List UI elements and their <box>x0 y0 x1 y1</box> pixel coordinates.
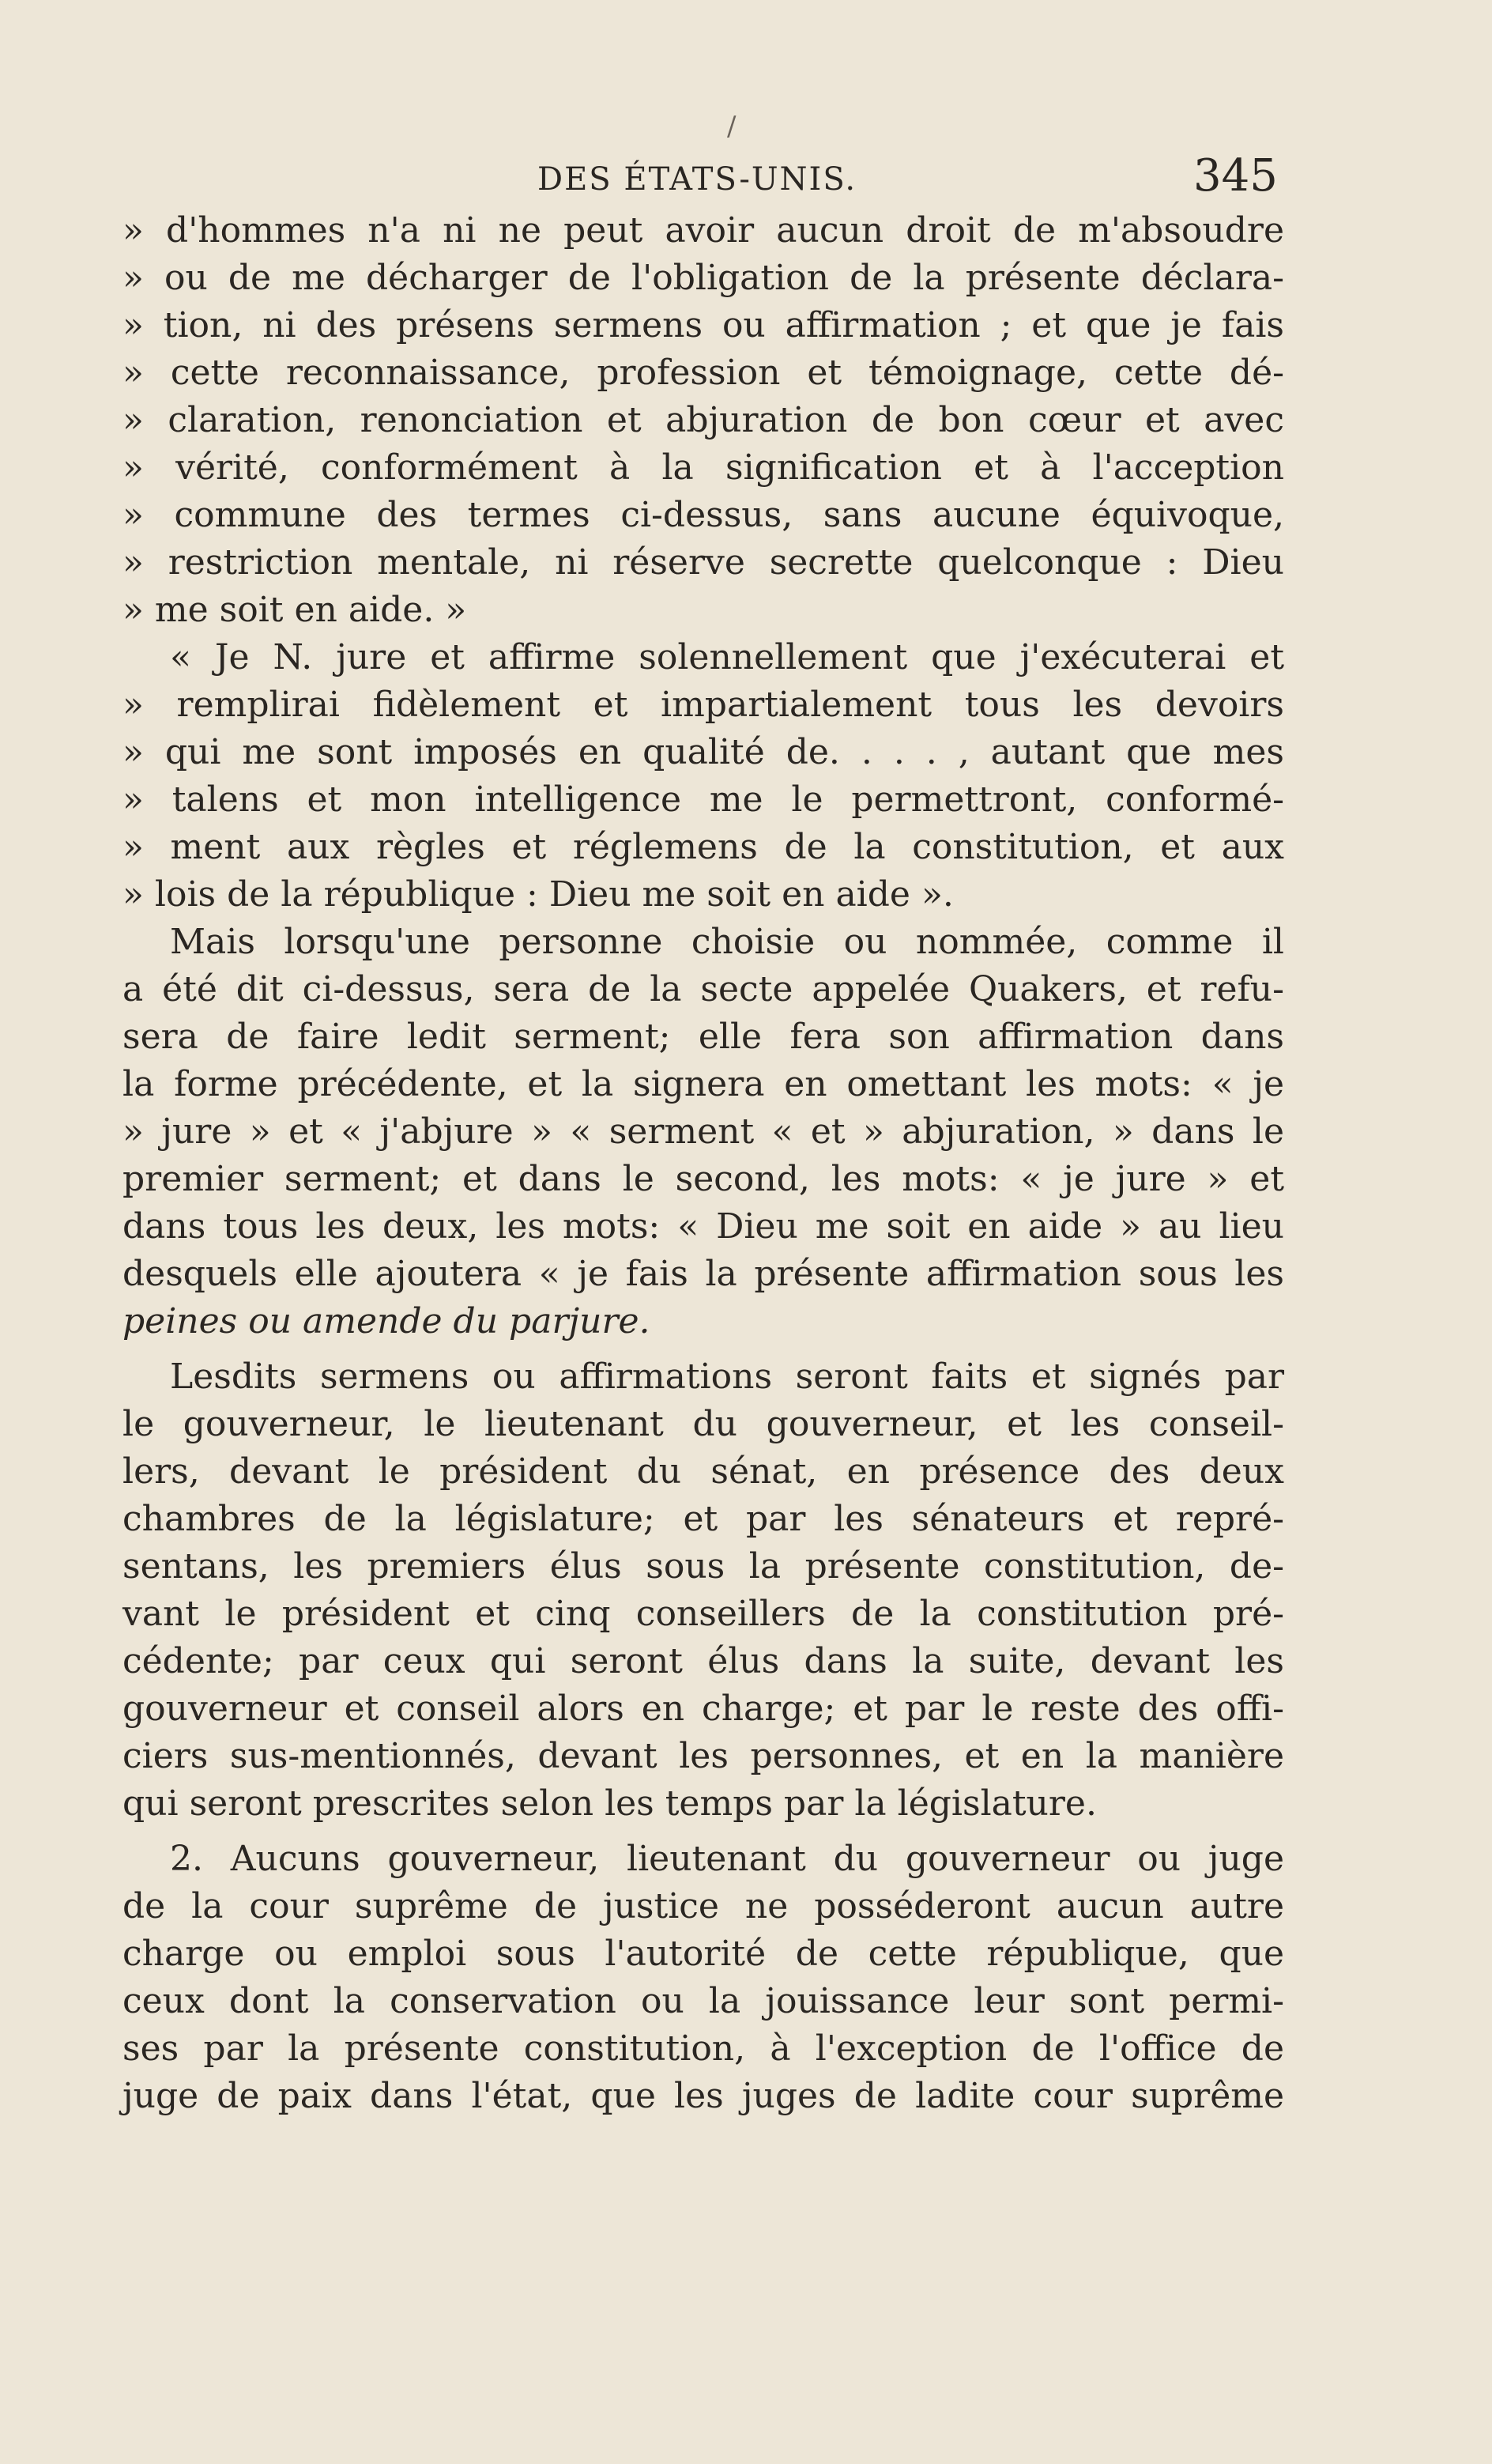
text-line: premier serment; et dans le second, les mots: « je jure » et <box>122 1159 1284 1199</box>
text-line: » ment aux règles et réglemens de la constitution, et aux <box>122 827 1284 867</box>
text-line: a été dit ci-dessus, sera de la secte appelée Quakers, et refu- <box>122 969 1284 1009</box>
text-line: peines ou amende du parjure. <box>122 1301 650 1341</box>
text-line: cédente; par ceux qui seront élus dans la suite, devant les <box>122 1641 1284 1681</box>
text-line: « Je N. jure et affirme solennellement que j'exécuterai et <box>170 637 1284 677</box>
page-header <box>0 150 1492 202</box>
text-line: Lesdits sermens ou affirmations seront faits et signés par <box>170 1357 1284 1397</box>
stray-mark: / <box>727 111 737 142</box>
text-line: ciers sus-mentionnés, devant les personnes, et en la manière <box>122 1736 1284 1776</box>
text-line: sentans, les premiers élus sous la présente constitution, de- <box>122 1546 1284 1587</box>
text-line: dans tous les deux, les mots: « Dieu me soit en aide » au lieu <box>122 1206 1284 1247</box>
text-line: » me soit en aide. » <box>122 590 467 630</box>
body-text <box>122 207 1284 2120</box>
text-line: » d'hommes n'a ni ne peut avoir aucun droit de m'absoudre <box>122 210 1284 251</box>
text-line: desquels elle ajoutera « je fais la présente affirmation sous les <box>122 1254 1284 1294</box>
text-line: sera de faire ledit serment; elle fera son affirmation dans <box>122 1017 1284 1057</box>
text-line: charge ou emploi sous l'autorité de cette république, que <box>122 1934 1284 1974</box>
text-line: ceux dont la conservation ou la jouissance leur sont permi- <box>122 1981 1284 2021</box>
text-line: qui seront prescrites selon les temps par la législature. <box>122 1783 1097 1824</box>
text-line: de la cour suprême de justice ne posséderont aucun autre <box>122 1886 1284 1926</box>
text-line: » qui me sont imposés en qualité de. . . . , autant que mes <box>122 732 1284 772</box>
text-line: chambres de la législature; et par les sénateurs et repré- <box>122 1499 1284 1539</box>
text-line: gouverneur et conseil alors en charge; et par le reste des offi- <box>122 1689 1284 1729</box>
text-line: vant le président et cinq conseillers de la constitution pré- <box>122 1594 1284 1634</box>
text-line: » talens et mon intelligence me le permettront, conformé- <box>122 779 1284 820</box>
text-line: le gouverneur, le lieutenant du gouverneur, et les conseil- <box>122 1404 1284 1444</box>
text-line: juge de paix dans l'état, que les juges de ladite cour suprême <box>122 2076 1284 2116</box>
text-line: ses par la présente constitution, à l'exception de l'office de <box>122 2028 1284 2069</box>
text-line: » commune des termes ci-dessus, sans aucune équivoque, <box>122 495 1284 535</box>
paragraph-gap <box>122 1828 1284 1836</box>
text-line: 2. Aucuns gouverneur, lieutenant du gouverneur ou juge <box>170 1839 1284 1879</box>
text-line: » jure » et « j'abjure » « serment « et » abjuration, » dans le <box>122 1111 1284 1152</box>
text-line: » tion, ni des présens sermens ou affirmation ; et que je fais <box>122 305 1284 345</box>
text-line: la forme précédente, et la signera en omettant les mots: « je <box>122 1064 1284 1104</box>
text-line: Mais lorsqu'une personne choisie ou nommée, comme il <box>170 922 1284 962</box>
running-head: DES ÉTATS-UNIS. <box>537 161 857 198</box>
text-line: » ou de me décharger de l'obligation de la présente déclara- <box>122 258 1284 298</box>
text-line: » restriction mentale, ni réserve secrette quelconque : Dieu <box>122 542 1284 583</box>
paragraph-gap <box>122 1345 1284 1353</box>
page-number: 345 <box>1193 150 1278 202</box>
text-line: » vérité, conformément à la signification et à l'acception <box>122 447 1284 488</box>
text-line: » lois de la république : Dieu me soit en aide ». <box>122 874 954 915</box>
text-line: » cette reconnaissance, profession et témoignage, cette dé- <box>122 353 1284 393</box>
text-line: » claration, renonciation et abjuration de bon cœur et avec <box>122 400 1284 440</box>
text-line: » remplirai fidèlement et impartialement tous les devoirs <box>122 685 1284 725</box>
text-line: lers, devant le président du sénat, en présence des deux <box>122 1451 1284 1492</box>
